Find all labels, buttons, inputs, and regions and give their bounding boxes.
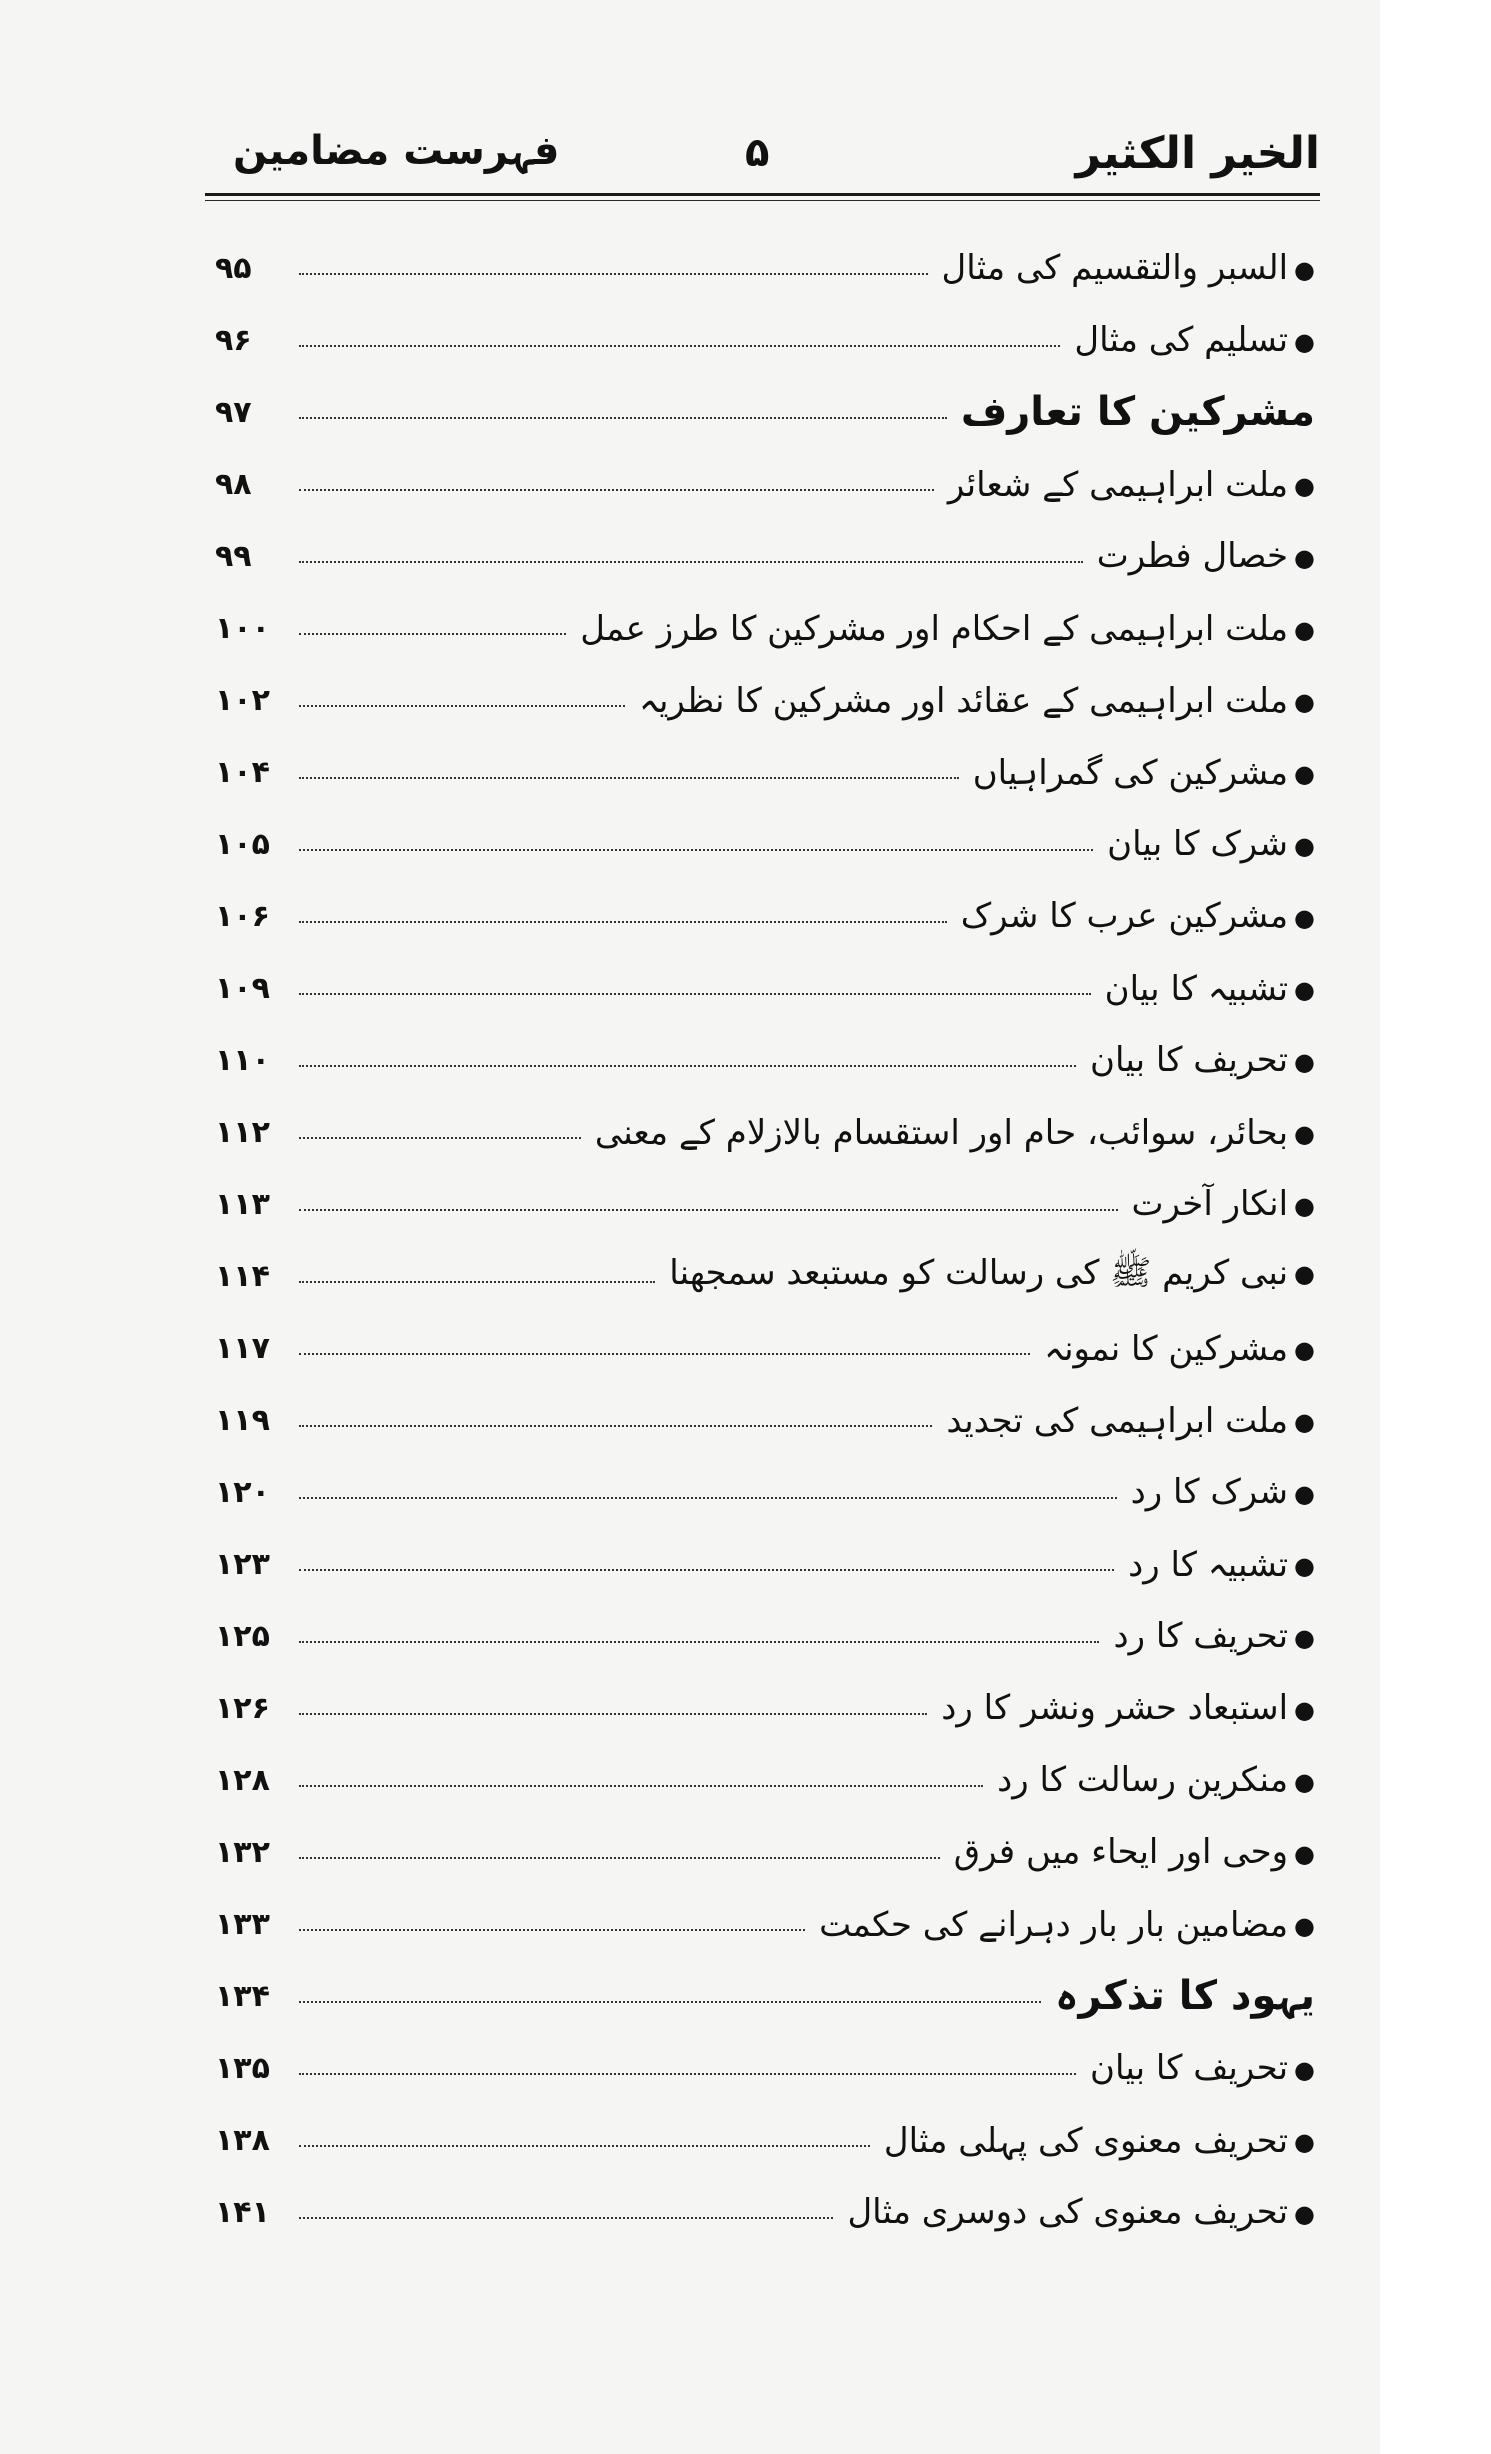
toc-entry-title (1097, 536, 1315, 576)
toc-entry (215, 808, 1315, 880)
toc-entry-page: ۱۳۴ (215, 1978, 270, 2014)
header-rule-thick (205, 193, 1320, 196)
bullet-icon: ● (1294, 1767, 1315, 1796)
dot-leader (299, 1857, 940, 1859)
toc-entry (215, 880, 1315, 952)
toc-entry-page: ۱۱۷ (215, 1330, 270, 1366)
toc-entry-page: ۱۰۴ (215, 754, 270, 790)
toc-entry-title (1044, 1328, 1315, 1369)
page-number: ۵ (745, 130, 770, 176)
toc-entry-page: ۹۷ (215, 394, 252, 430)
bullet-icon: ● (1294, 1260, 1315, 1288)
toc-entry-text: تشبیہ کا رد (1128, 1544, 1289, 1585)
bullet-icon: ● (1294, 2128, 1315, 2156)
toc-entry-title (1090, 1040, 1315, 1080)
dot-leader (299, 1569, 1114, 1571)
dot-leader (299, 2145, 870, 2147)
toc-entry-page: ۱۴۱ (215, 2194, 270, 2230)
dot-leader (299, 1785, 983, 1787)
dot-leader (299, 417, 947, 419)
dot-leader (299, 489, 934, 491)
toc-entry-text: مشرکین کی گمراہیاں (972, 752, 1289, 793)
bullet-icon: ● (1294, 1479, 1315, 1508)
toc-entry-title (1131, 1472, 1315, 1512)
toc-entry-title (961, 389, 1315, 435)
dot-leader (299, 993, 1091, 995)
toc-entry-title (1105, 968, 1315, 1009)
toc-entry-page: ۹۶ (215, 322, 252, 358)
table-of-contents (215, 232, 1315, 2248)
toc-entry-page: ۹۵ (215, 250, 252, 286)
dot-leader (299, 633, 566, 635)
bullet-icon: ● (1294, 2055, 1315, 2084)
toc-entry-page: ۱۲۳ (215, 1546, 270, 1582)
toc-entry (215, 1456, 1315, 1528)
toc-entry-page: ۱۱۹ (215, 1402, 270, 1438)
dot-leader (299, 921, 947, 923)
toc-entry (215, 1384, 1315, 1456)
toc-entry-text: ملت ابراہیمی کے عقائد اور مشرکین کا نظریہ (639, 680, 1289, 721)
toc-entry-page: ۱۰۵ (215, 826, 270, 862)
toc-entry-text: منکرین رسالت کا رد (997, 1760, 1289, 1800)
toc-entry-page: ۹۸ (215, 466, 252, 502)
dot-leader (299, 1065, 1076, 1067)
toc-entry-title (961, 896, 1315, 936)
bullet-icon: ● (1294, 1047, 1315, 1076)
toc-entry-title (1107, 824, 1315, 864)
toc-entry-title (669, 1252, 1315, 1301)
toc-entry-text: شرک کا رد (1130, 1472, 1289, 1512)
toc-entry-title (1113, 1616, 1315, 1656)
bullet-icon: ● (1294, 255, 1315, 284)
section-title: فہرست مضامین (233, 128, 560, 174)
toc-entry-page: ۱۰۰ (215, 610, 270, 646)
toc-entry-text: تحریف معنوی کی پہلی مثال (883, 2120, 1289, 2161)
toc-entry (215, 592, 1315, 664)
toc-entry-title (1132, 1184, 1315, 1224)
toc-entry-page: ۱۰۲ (215, 682, 270, 718)
toc-entry (215, 232, 1315, 304)
toc-entry-page: ۱۱۳ (215, 1186, 270, 1222)
dot-leader (299, 2217, 833, 2219)
bullet-icon: ● (1294, 1336, 1315, 1364)
toc-entry-page: ۹۹ (215, 538, 252, 574)
toc-entry-text: ملت ابراہیمی کے شعائر (947, 464, 1289, 505)
toc-entry (215, 2032, 1315, 2104)
toc-entry-text: نبی کریم ﷺ کی رسالت کو مستبعد سمجھنا (669, 1252, 1289, 1293)
toc-entry-page: ۱۳۸ (215, 2122, 270, 2158)
toc-entry-text: تحریف کا بیان (1090, 1040, 1289, 1080)
book-title: الخیر الکثیر (1075, 128, 1320, 179)
toc-entry-page: ۱۲۵ (215, 1618, 270, 1654)
toc-entry-text: تسلیم کی مثال (1074, 320, 1289, 360)
toc-entry (215, 520, 1315, 592)
toc-entry (215, 1528, 1315, 1600)
toc-entry-page: ۱۰۶ (215, 898, 270, 934)
toc-entry-text: ملت ابراہیمی کے احکام اور مشرکین کا طرز عمل (580, 608, 1289, 649)
dot-leader (299, 273, 928, 275)
dot-leader (299, 849, 1093, 851)
dot-leader (299, 1641, 1099, 1643)
dot-leader (299, 2073, 1076, 2075)
toc-entry-text: ملت ابراہیمی کی تجدید (946, 1400, 1289, 1441)
bullet-icon: ● (1294, 1120, 1315, 1148)
dot-leader (299, 2001, 1041, 2003)
toc-entry (215, 952, 1315, 1024)
toc-entry-text: تشبیہ کا بیان (1104, 968, 1289, 1009)
toc-entry-title (942, 248, 1316, 288)
bullet-icon: ● (1294, 616, 1315, 644)
toc-entry-title (948, 464, 1315, 505)
dot-leader (299, 1353, 1030, 1355)
dot-leader (299, 345, 1060, 347)
toc-entry (215, 1240, 1315, 1312)
toc-entry-text: تحریف معنوی کی دوسری مثال (847, 2192, 1289, 2232)
dot-leader (299, 1425, 932, 1427)
toc-entry-title (595, 1112, 1315, 1153)
toc-entry (215, 1672, 1315, 1744)
toc-entry-page: ۱۱۲ (215, 1114, 270, 1150)
toc-entry-page: ۱۳۲ (215, 1834, 270, 1870)
toc-entry (215, 736, 1315, 808)
toc-entry-text: شرک کا بیان (1107, 824, 1289, 864)
toc-entry-title (941, 1688, 1315, 1728)
toc-entry-text: استبعاد حشر ونشر کا رد (941, 1688, 1289, 1728)
toc-entry-title (1055, 1973, 1315, 2019)
toc-entry (215, 1744, 1315, 1816)
bullet-icon: ● (1294, 327, 1315, 356)
bullet-icon: ● (1294, 1552, 1315, 1580)
bullet-icon: ● (1294, 831, 1315, 860)
toc-entry-text: مشرکین عرب کا شرک (960, 896, 1289, 936)
page-margin (1380, 0, 1491, 2454)
toc-entry (215, 304, 1315, 376)
bullet-icon: ● (1294, 688, 1315, 716)
dot-leader (299, 777, 959, 779)
toc-entry-title (1128, 1544, 1315, 1585)
toc-entry-text: خصال فطرت (1096, 536, 1289, 576)
bullet-icon: ● (1294, 1912, 1315, 1940)
bullet-icon: ● (1294, 1191, 1315, 1220)
toc-entry (215, 2176, 1315, 2248)
dot-leader (299, 1497, 1117, 1499)
toc-entry-title (884, 2120, 1315, 2161)
toc-entry (215, 1168, 1315, 1240)
toc-entry (215, 1960, 1315, 2032)
dot-leader (299, 1281, 655, 1283)
toc-entry (215, 1600, 1315, 1672)
toc-entry (215, 376, 1315, 448)
toc-entry-text: بحائر، سوائب، حام اور استقسام بالازلام کے معنی (594, 1112, 1289, 1153)
toc-entry-title (1074, 320, 1315, 360)
dot-leader (299, 705, 625, 707)
toc-entry-page: ۱۰۹ (215, 970, 270, 1006)
dot-leader (299, 1137, 581, 1139)
toc-entry (215, 1816, 1315, 1888)
toc-entry-title (1090, 2048, 1315, 2088)
toc-entry (215, 664, 1315, 736)
toc-entry-page: ۱۲۸ (215, 1762, 270, 1798)
toc-entry-page: ۱۳۵ (215, 2050, 270, 2086)
dot-leader (299, 1209, 1118, 1211)
toc-entry (215, 1096, 1315, 1168)
bullet-icon: ● (1294, 976, 1315, 1004)
toc-entry-title (954, 1832, 1315, 1872)
bullet-icon: ● (1294, 1695, 1315, 1724)
toc-entry-page: ۱۲۰ (215, 1474, 270, 1510)
toc-entry-title (819, 1904, 1315, 1945)
toc-entry-title (580, 608, 1315, 649)
bullet-icon: ● (1294, 543, 1315, 572)
bullet-icon: ● (1294, 1408, 1315, 1436)
toc-entry (215, 2104, 1315, 2176)
bullet-icon: ● (1294, 472, 1315, 500)
toc-entry-text: السبر والتقسیم کی مثال (941, 248, 1289, 288)
toc-entry-text: مضامین بار بار دہرانے کی حکمت (819, 1904, 1289, 1945)
header-rule-thin (205, 200, 1320, 201)
toc-entry (215, 448, 1315, 520)
toc-entry (215, 1888, 1315, 1960)
toc-entry-page: ۱۱۴ (215, 1258, 270, 1294)
bullet-icon: ● (1294, 1839, 1315, 1868)
toc-entry-text: مشرکین کا تعارف (960, 389, 1315, 435)
toc-entry-title (847, 2192, 1315, 2232)
toc-entry-page: ۱۳۳ (215, 1906, 270, 1942)
toc-entry-text: تحریف کا رد (1113, 1616, 1289, 1656)
toc-entry-page: ۱۲۶ (215, 1690, 270, 1726)
toc-entry-text: مشرکین کا نمونہ (1044, 1328, 1289, 1369)
bullet-icon: ● (1294, 903, 1315, 932)
bullet-icon: ● (1294, 1623, 1315, 1652)
dot-leader (299, 561, 1083, 563)
bullet-icon: ● (1294, 760, 1315, 788)
toc-entry (215, 1312, 1315, 1384)
toc-entry-text: انکار آخرت (1131, 1184, 1289, 1224)
dot-leader (299, 1929, 805, 1931)
toc-entry (215, 1024, 1315, 1096)
toc-entry-text: تحریف کا بیان (1090, 2048, 1289, 2088)
toc-entry-title (973, 752, 1315, 793)
toc-entry-title (946, 1400, 1315, 1441)
toc-entry-title (997, 1760, 1315, 1800)
page-header (205, 128, 1320, 188)
toc-entry-text: یہود کا تذکرہ (1055, 1973, 1315, 2019)
toc-entry-text: وحی اور ایحاء میں فرق (953, 1832, 1289, 1872)
bullet-icon: ● (1294, 2199, 1315, 2228)
toc-entry-page: ۱۱۰ (215, 1042, 270, 1078)
dot-leader (299, 1713, 927, 1715)
toc-entry-title (639, 680, 1315, 721)
